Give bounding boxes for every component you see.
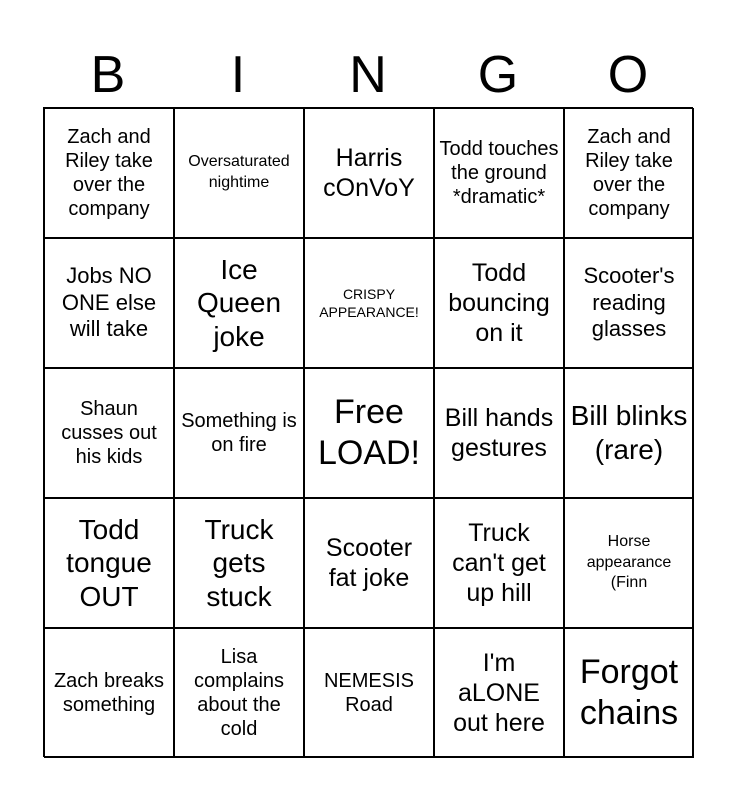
bingo-cell-text: NEMESIS Road [323,670,415,716]
header-letter-n: N [349,46,387,104]
bingo-cell-text: Scooter fat joke [325,534,413,592]
bingo-cell-text: Shaun cusses out his kids [61,398,157,468]
bingo-cell[interactable] [564,238,694,368]
bingo-cell[interactable] [174,628,304,758]
bingo-cell[interactable] [434,238,564,368]
bingo-cell[interactable] [174,498,304,628]
bingo-cell[interactable] [304,628,434,758]
bingo-cell-text: Forgot chains [579,653,679,732]
bingo-cell[interactable] [564,628,694,758]
header-letter-o: O [607,46,649,104]
bingo-cell-text: Jobs NO ONE else will take [61,263,157,342]
bingo-cell-text: Zach breaks something [53,670,165,716]
bingo-cell[interactable] [434,108,564,238]
bingo-cell-text: Truck gets stuck [204,513,274,612]
header-letter-b: B [90,46,126,104]
bingo-cell-text: Bill hands gestures [444,404,554,462]
bingo-header [43,44,693,106]
bingo-cell[interactable] [434,498,564,628]
bingo-cell[interactable] [44,628,174,758]
bingo-cell[interactable] [434,628,564,758]
bingo-cell[interactable] [564,368,694,498]
bingo-cell-text: Zach and Riley take over the company [65,126,153,220]
bingo-cell-text: Horse appearance (Finn [586,532,672,592]
bingo-cell-text: Scooter's reading glasses [583,263,675,342]
bingo-cell[interactable] [174,368,304,498]
bingo-cell[interactable] [304,108,434,238]
bingo-cell-text: Lisa complains about the cold [193,646,285,740]
bingo-cell[interactable] [304,498,434,628]
bingo-cell-text: Todd tongue OUT [66,513,152,612]
bingo-cell-text: Free LOAD! [317,393,421,472]
bingo-cell[interactable] [304,368,434,498]
bingo-cell-text: Harris cOnVoY [323,144,415,202]
bingo-cell-text: Todd bouncing on it [448,259,550,347]
bingo-cell[interactable] [564,108,694,238]
bingo-cell-text: Zach and Riley take over the company [585,126,673,220]
bingo-cell[interactable] [44,498,174,628]
bingo-board [43,107,693,757]
bingo-cell-text: Bill blinks (rare) [570,400,688,465]
bingo-cell-text: Truck can't get up hill [452,519,546,607]
header-letter-i: I [230,46,246,104]
bingo-cell-text: I'm aLONE out here [453,649,545,737]
bingo-cell[interactable] [44,238,174,368]
bingo-cell-text: Something is on fire [181,410,297,456]
header-letter-g: G [477,46,519,104]
bingo-cell[interactable] [304,238,434,368]
bingo-cell[interactable] [44,368,174,498]
bingo-cell-text: CRISPY APPEARANCE! [319,285,419,320]
bingo-cell-text: Oversaturated nightime [188,153,290,191]
bingo-cell-text: Todd touches the ground *dramatic* [439,138,559,208]
bingo-cell[interactable] [564,498,694,628]
bingo-cell[interactable] [174,238,304,368]
bingo-cell[interactable] [434,368,564,498]
bingo-cell-text: Ice Queen joke [196,253,282,352]
bingo-cell[interactable] [44,108,174,238]
bingo-cell[interactable] [174,108,304,238]
